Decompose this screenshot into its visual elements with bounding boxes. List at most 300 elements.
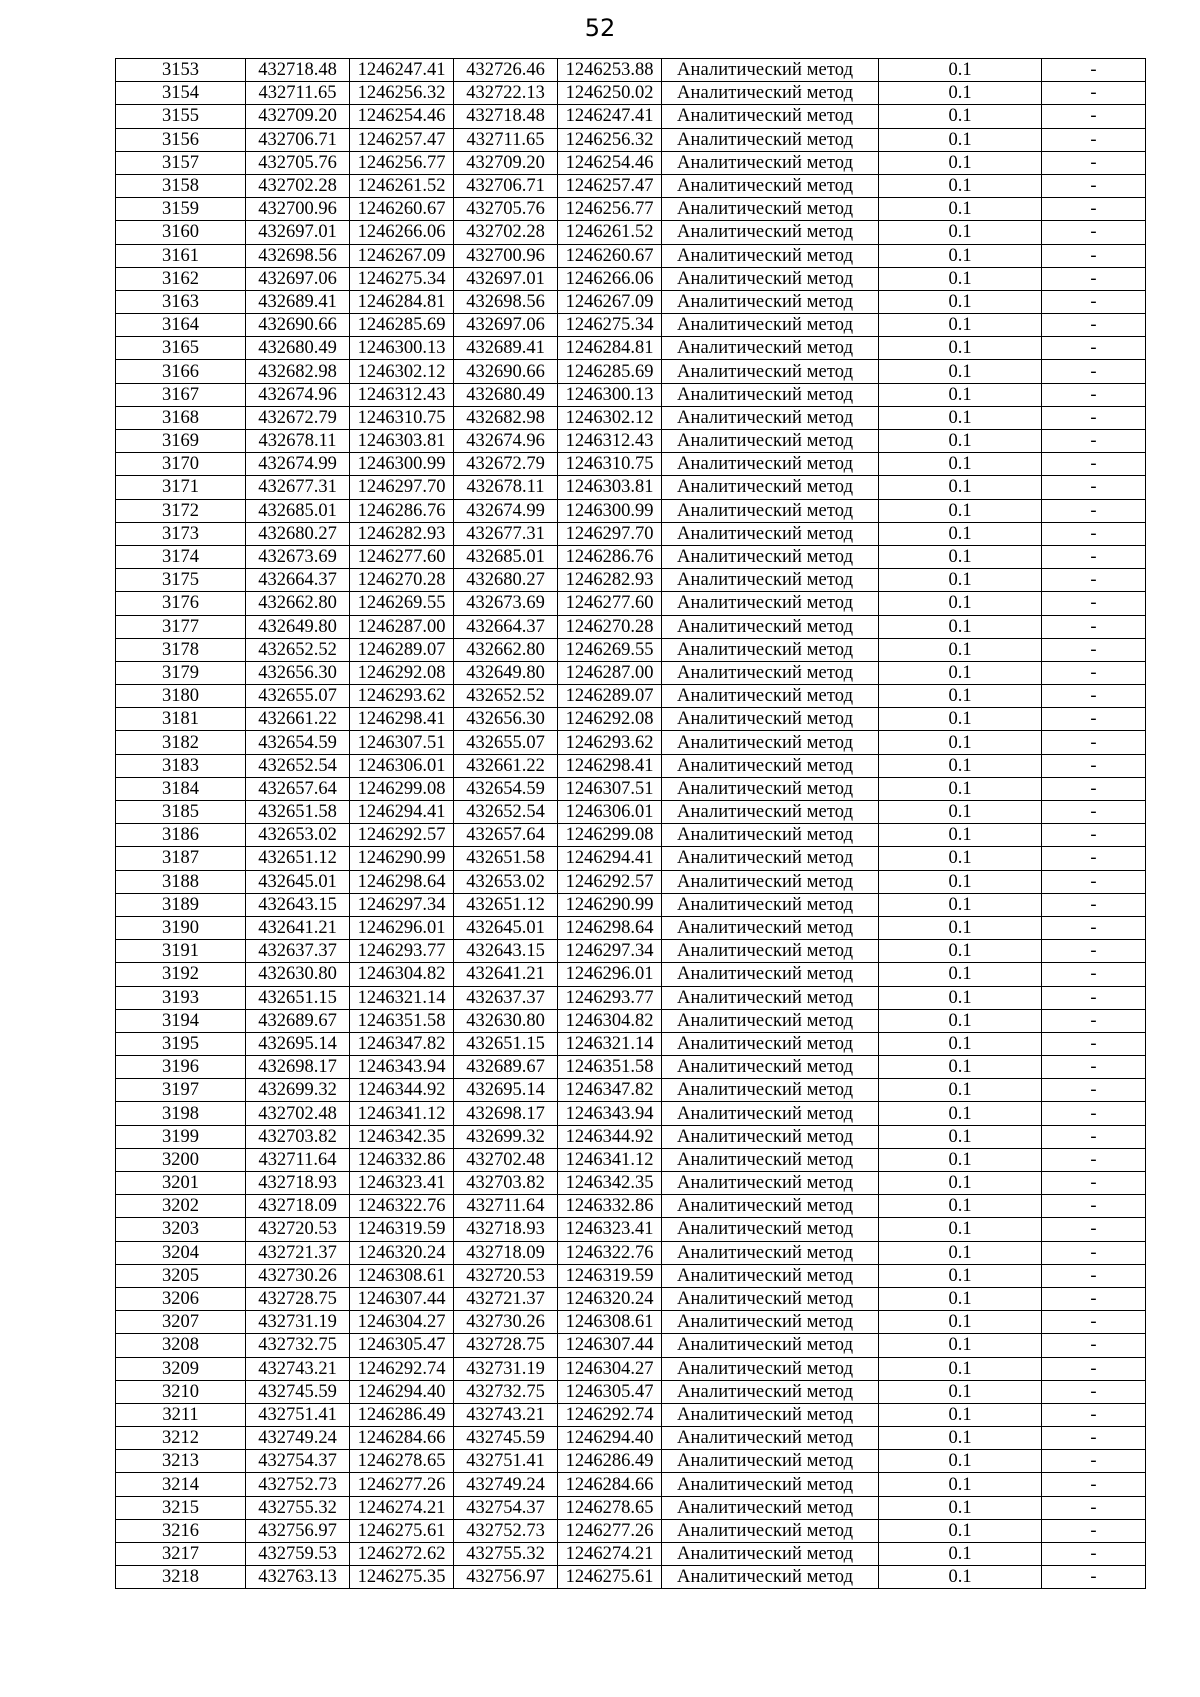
- table-row: [116, 940, 1146, 963]
- prev-y-coordinate-cell: 1246285.69: [558, 360, 662, 383]
- page-number: 52: [584, 14, 616, 42]
- x-coordinate-cell: 432695.14: [246, 1032, 350, 1055]
- x-coordinate-cell: 432698.56: [246, 244, 350, 267]
- table-row: [116, 824, 1146, 847]
- point-number-cell: 3216: [116, 1519, 246, 1542]
- x-coordinate-cell: 432652.54: [246, 754, 350, 777]
- prev-y-coordinate-cell: 1246274.21: [558, 1543, 662, 1566]
- note-cell: -: [1042, 1334, 1146, 1357]
- prev-x-coordinate-cell: 432726.46: [454, 59, 558, 82]
- note-cell: -: [1042, 940, 1146, 963]
- note-cell: -: [1042, 267, 1146, 290]
- point-number-cell: 3202: [116, 1195, 246, 1218]
- x-coordinate-cell: 432680.49: [246, 337, 350, 360]
- method-cell: Аналитический метод: [662, 383, 879, 406]
- y-coordinate-cell: 1246304.82: [350, 963, 454, 986]
- prev-y-coordinate-cell: 1246260.67: [558, 244, 662, 267]
- point-number-cell: 3163: [116, 290, 246, 313]
- note-cell: -: [1042, 1427, 1146, 1450]
- y-coordinate-cell: 1246307.44: [350, 1287, 454, 1310]
- point-number-cell: 3188: [116, 870, 246, 893]
- table-row: [116, 1009, 1146, 1032]
- y-coordinate-cell: 1246290.99: [350, 847, 454, 870]
- note-cell: -: [1042, 1450, 1146, 1473]
- x-coordinate-cell: 432763.13: [246, 1566, 350, 1589]
- y-coordinate-cell: 1246267.09: [350, 244, 454, 267]
- accuracy-cell: 0.1: [879, 847, 1042, 870]
- x-coordinate-cell: 432637.37: [246, 940, 350, 963]
- x-coordinate-cell: 432662.80: [246, 592, 350, 615]
- y-coordinate-cell: 1246270.28: [350, 569, 454, 592]
- prev-y-coordinate-cell: 1246292.57: [558, 870, 662, 893]
- x-coordinate-cell: 432673.69: [246, 545, 350, 568]
- point-number-cell: 3160: [116, 221, 246, 244]
- accuracy-cell: 0.1: [879, 360, 1042, 383]
- method-cell: Аналитический метод: [662, 314, 879, 337]
- accuracy-cell: 0.1: [879, 151, 1042, 174]
- table-row: [116, 1287, 1146, 1310]
- prev-y-coordinate-cell: 1246269.55: [558, 638, 662, 661]
- y-coordinate-cell: 1246266.06: [350, 221, 454, 244]
- x-coordinate-cell: 432745.59: [246, 1380, 350, 1403]
- prev-x-coordinate-cell: 432695.14: [454, 1079, 558, 1102]
- note-cell: -: [1042, 522, 1146, 545]
- method-cell: Аналитический метод: [662, 545, 879, 568]
- y-coordinate-cell: 1246351.58: [350, 1009, 454, 1032]
- point-number-cell: 3181: [116, 708, 246, 731]
- method-cell: Аналитический метод: [662, 1450, 879, 1473]
- y-coordinate-cell: 1246247.41: [350, 59, 454, 82]
- prev-x-coordinate-cell: 432731.19: [454, 1357, 558, 1380]
- y-coordinate-cell: 1246257.47: [350, 128, 454, 151]
- note-cell: -: [1042, 1056, 1146, 1079]
- method-cell: Аналитический метод: [662, 337, 879, 360]
- prev-x-coordinate-cell: 432698.56: [454, 290, 558, 313]
- note-cell: -: [1042, 1473, 1146, 1496]
- prev-x-coordinate-cell: 432689.67: [454, 1056, 558, 1079]
- point-number-cell: 3200: [116, 1148, 246, 1171]
- table-row: [116, 1566, 1146, 1589]
- method-cell: Аналитический метод: [662, 801, 879, 824]
- prev-x-coordinate-cell: 432630.80: [454, 1009, 558, 1032]
- accuracy-cell: 0.1: [879, 963, 1042, 986]
- prev-x-coordinate-cell: 432651.15: [454, 1032, 558, 1055]
- prev-x-coordinate-cell: 432749.24: [454, 1473, 558, 1496]
- point-number-cell: 3169: [116, 430, 246, 453]
- point-number-cell: 3204: [116, 1241, 246, 1264]
- prev-x-coordinate-cell: 432654.59: [454, 777, 558, 800]
- accuracy-cell: 0.1: [879, 522, 1042, 545]
- point-number-cell: 3197: [116, 1079, 246, 1102]
- x-coordinate-cell: 432720.53: [246, 1218, 350, 1241]
- table-row: [116, 1450, 1146, 1473]
- x-coordinate-cell: 432705.76: [246, 151, 350, 174]
- table-row: [116, 1519, 1146, 1542]
- method-cell: Аналитический метод: [662, 1473, 879, 1496]
- point-number-cell: 3168: [116, 406, 246, 429]
- y-coordinate-cell: 1246286.76: [350, 499, 454, 522]
- prev-y-coordinate-cell: 1246289.07: [558, 685, 662, 708]
- prev-y-coordinate-cell: 1246261.52: [558, 221, 662, 244]
- x-coordinate-cell: 432645.01: [246, 870, 350, 893]
- point-number-cell: 3182: [116, 731, 246, 754]
- accuracy-cell: 0.1: [879, 453, 1042, 476]
- note-cell: -: [1042, 592, 1146, 615]
- table-row: [116, 615, 1146, 638]
- accuracy-cell: 0.1: [879, 1079, 1042, 1102]
- y-coordinate-cell: 1246307.51: [350, 731, 454, 754]
- table-row: [116, 82, 1146, 105]
- point-number-cell: 3199: [116, 1125, 246, 1148]
- accuracy-cell: 0.1: [879, 545, 1042, 568]
- accuracy-cell: 0.1: [879, 824, 1042, 847]
- note-cell: -: [1042, 986, 1146, 1009]
- prev-x-coordinate-cell: 432649.80: [454, 661, 558, 684]
- note-cell: -: [1042, 151, 1146, 174]
- point-number-cell: 3159: [116, 198, 246, 221]
- prev-x-coordinate-cell: 432743.21: [454, 1403, 558, 1426]
- prev-y-coordinate-cell: 1246332.86: [558, 1195, 662, 1218]
- prev-x-coordinate-cell: 432752.73: [454, 1519, 558, 1542]
- point-number-cell: 3206: [116, 1287, 246, 1310]
- prev-x-coordinate-cell: 432709.20: [454, 151, 558, 174]
- prev-x-coordinate-cell: 432730.26: [454, 1311, 558, 1334]
- prev-x-coordinate-cell: 432674.99: [454, 499, 558, 522]
- prev-y-coordinate-cell: 1246305.47: [558, 1380, 662, 1403]
- note-cell: -: [1042, 963, 1146, 986]
- prev-x-coordinate-cell: 432755.32: [454, 1543, 558, 1566]
- method-cell: Аналитический метод: [662, 1357, 879, 1380]
- accuracy-cell: 0.1: [879, 337, 1042, 360]
- point-number-cell: 3217: [116, 1543, 246, 1566]
- x-coordinate-cell: 432680.27: [246, 522, 350, 545]
- x-coordinate-cell: 432699.32: [246, 1079, 350, 1102]
- prev-x-coordinate-cell: 432689.41: [454, 337, 558, 360]
- accuracy-cell: 0.1: [879, 1427, 1042, 1450]
- x-coordinate-cell: 432674.99: [246, 453, 350, 476]
- accuracy-cell: 0.1: [879, 1241, 1042, 1264]
- x-coordinate-cell: 432656.30: [246, 661, 350, 684]
- accuracy-cell: 0.1: [879, 1032, 1042, 1055]
- prev-x-coordinate-cell: 432722.13: [454, 82, 558, 105]
- y-coordinate-cell: 1246297.34: [350, 893, 454, 916]
- table-row: [116, 430, 1146, 453]
- point-number-cell: 3209: [116, 1357, 246, 1380]
- accuracy-cell: 0.1: [879, 1519, 1042, 1542]
- table-row: [116, 893, 1146, 916]
- x-coordinate-cell: 432652.52: [246, 638, 350, 661]
- method-cell: Аналитический метод: [662, 430, 879, 453]
- x-coordinate-cell: 432643.15: [246, 893, 350, 916]
- method-cell: Аналитический метод: [662, 1519, 879, 1542]
- point-number-cell: 3173: [116, 522, 246, 545]
- table-row: [116, 731, 1146, 754]
- table-row: [116, 1102, 1146, 1125]
- point-number-cell: 3185: [116, 801, 246, 824]
- table-row: [116, 1241, 1146, 1264]
- point-number-cell: 3189: [116, 893, 246, 916]
- y-coordinate-cell: 1246322.76: [350, 1195, 454, 1218]
- y-coordinate-cell: 1246310.75: [350, 406, 454, 429]
- prev-x-coordinate-cell: 432672.79: [454, 453, 558, 476]
- point-number-cell: 3165: [116, 337, 246, 360]
- accuracy-cell: 0.1: [879, 615, 1042, 638]
- table-row: [116, 801, 1146, 824]
- accuracy-cell: 0.1: [879, 1357, 1042, 1380]
- point-number-cell: 3179: [116, 661, 246, 684]
- table-row: [116, 1496, 1146, 1519]
- x-coordinate-cell: 432698.17: [246, 1056, 350, 1079]
- accuracy-cell: 0.1: [879, 244, 1042, 267]
- point-number-cell: 3184: [116, 777, 246, 800]
- accuracy-cell: 0.1: [879, 1102, 1042, 1125]
- x-coordinate-cell: 432754.37: [246, 1450, 350, 1473]
- accuracy-cell: 0.1: [879, 1566, 1042, 1589]
- accuracy-cell: 0.1: [879, 128, 1042, 151]
- y-coordinate-cell: 1246347.82: [350, 1032, 454, 1055]
- prev-x-coordinate-cell: 432651.12: [454, 893, 558, 916]
- note-cell: -: [1042, 1079, 1146, 1102]
- table-row: [116, 290, 1146, 313]
- x-coordinate-cell: 432709.20: [246, 105, 350, 128]
- note-cell: -: [1042, 1380, 1146, 1403]
- note-cell: -: [1042, 290, 1146, 313]
- table-row: [116, 1172, 1146, 1195]
- method-cell: Аналитический метод: [662, 360, 879, 383]
- y-coordinate-cell: 1246261.52: [350, 174, 454, 197]
- y-coordinate-cell: 1246284.66: [350, 1427, 454, 1450]
- x-coordinate-cell: 432672.79: [246, 406, 350, 429]
- y-coordinate-cell: 1246284.81: [350, 290, 454, 313]
- table-row: [116, 963, 1146, 986]
- coordinates-table: [115, 58, 1146, 1589]
- y-coordinate-cell: 1246320.24: [350, 1241, 454, 1264]
- prev-y-coordinate-cell: 1246267.09: [558, 290, 662, 313]
- prev-y-coordinate-cell: 1246306.01: [558, 801, 662, 824]
- note-cell: -: [1042, 1496, 1146, 1519]
- note-cell: -: [1042, 638, 1146, 661]
- x-coordinate-cell: 432759.53: [246, 1543, 350, 1566]
- note-cell: -: [1042, 198, 1146, 221]
- prev-x-coordinate-cell: 432706.71: [454, 174, 558, 197]
- method-cell: Аналитический метод: [662, 1241, 879, 1264]
- accuracy-cell: 0.1: [879, 777, 1042, 800]
- prev-y-coordinate-cell: 1246277.60: [558, 592, 662, 615]
- point-number-cell: 3167: [116, 383, 246, 406]
- table-row: [116, 1473, 1146, 1496]
- prev-x-coordinate-cell: 432721.37: [454, 1287, 558, 1310]
- y-coordinate-cell: 1246303.81: [350, 430, 454, 453]
- y-coordinate-cell: 1246282.93: [350, 522, 454, 545]
- method-cell: Аналитический метод: [662, 1079, 879, 1102]
- point-number-cell: 3176: [116, 592, 246, 615]
- prev-y-coordinate-cell: 1246275.34: [558, 314, 662, 337]
- table-row: [116, 1543, 1146, 1566]
- accuracy-cell: 0.1: [879, 476, 1042, 499]
- y-coordinate-cell: 1246294.41: [350, 801, 454, 824]
- table-row: [116, 244, 1146, 267]
- point-number-cell: 3156: [116, 128, 246, 151]
- y-coordinate-cell: 1246312.43: [350, 383, 454, 406]
- prev-x-coordinate-cell: 432698.17: [454, 1102, 558, 1125]
- prev-x-coordinate-cell: 432702.48: [454, 1148, 558, 1171]
- x-coordinate-cell: 432655.07: [246, 685, 350, 708]
- method-cell: Аналитический метод: [662, 1009, 879, 1032]
- accuracy-cell: 0.1: [879, 82, 1042, 105]
- point-number-cell: 3180: [116, 685, 246, 708]
- table-row: [116, 638, 1146, 661]
- x-coordinate-cell: 432654.59: [246, 731, 350, 754]
- method-cell: Аналитический метод: [662, 847, 879, 870]
- method-cell: Аналитический метод: [662, 893, 879, 916]
- prev-x-coordinate-cell: 432641.21: [454, 963, 558, 986]
- x-coordinate-cell: 432743.21: [246, 1357, 350, 1380]
- x-coordinate-cell: 432685.01: [246, 499, 350, 522]
- table-row: [116, 453, 1146, 476]
- method-cell: Аналитический метод: [662, 1218, 879, 1241]
- prev-x-coordinate-cell: 432718.09: [454, 1241, 558, 1264]
- prev-y-coordinate-cell: 1246308.61: [558, 1311, 662, 1334]
- x-coordinate-cell: 432657.64: [246, 777, 350, 800]
- point-number-cell: 3210: [116, 1380, 246, 1403]
- table-row: [116, 360, 1146, 383]
- x-coordinate-cell: 432751.41: [246, 1403, 350, 1426]
- x-coordinate-cell: 432711.64: [246, 1148, 350, 1171]
- note-cell: -: [1042, 1195, 1146, 1218]
- point-number-cell: 3178: [116, 638, 246, 661]
- prev-x-coordinate-cell: 432657.64: [454, 824, 558, 847]
- note-cell: -: [1042, 105, 1146, 128]
- prev-x-coordinate-cell: 432745.59: [454, 1427, 558, 1450]
- table-row: [116, 1264, 1146, 1287]
- method-cell: Аналитический метод: [662, 1125, 879, 1148]
- note-cell: -: [1042, 1218, 1146, 1241]
- table-row: [116, 777, 1146, 800]
- prev-x-coordinate-cell: 432751.41: [454, 1450, 558, 1473]
- prev-x-coordinate-cell: 432690.66: [454, 360, 558, 383]
- note-cell: -: [1042, 1543, 1146, 1566]
- accuracy-cell: 0.1: [879, 267, 1042, 290]
- prev-x-coordinate-cell: 432652.52: [454, 685, 558, 708]
- note-cell: -: [1042, 545, 1146, 568]
- method-cell: Аналитический метод: [662, 1032, 879, 1055]
- note-cell: -: [1042, 708, 1146, 731]
- prev-y-coordinate-cell: 1246321.14: [558, 1032, 662, 1055]
- point-number-cell: 3154: [116, 82, 246, 105]
- y-coordinate-cell: 1246308.61: [350, 1264, 454, 1287]
- accuracy-cell: 0.1: [879, 1125, 1042, 1148]
- prev-y-coordinate-cell: 1246270.28: [558, 615, 662, 638]
- point-number-cell: 3211: [116, 1403, 246, 1426]
- note-cell: -: [1042, 453, 1146, 476]
- x-coordinate-cell: 432674.96: [246, 383, 350, 406]
- method-cell: Аналитический метод: [662, 499, 879, 522]
- x-coordinate-cell: 432752.73: [246, 1473, 350, 1496]
- accuracy-cell: 0.1: [879, 986, 1042, 1009]
- prev-y-coordinate-cell: 1246257.47: [558, 174, 662, 197]
- prev-y-coordinate-cell: 1246300.13: [558, 383, 662, 406]
- note-cell: -: [1042, 1311, 1146, 1334]
- table-row: [116, 685, 1146, 708]
- prev-y-coordinate-cell: 1246322.76: [558, 1241, 662, 1264]
- note-cell: -: [1042, 1032, 1146, 1055]
- method-cell: Аналитический метод: [662, 916, 879, 939]
- point-number-cell: 3194: [116, 1009, 246, 1032]
- accuracy-cell: 0.1: [879, 1287, 1042, 1310]
- method-cell: Аналитический метод: [662, 198, 879, 221]
- table-row: [116, 1148, 1146, 1171]
- method-cell: Аналитический метод: [662, 569, 879, 592]
- accuracy-cell: 0.1: [879, 1473, 1042, 1496]
- table-row: [116, 59, 1146, 82]
- note-cell: -: [1042, 569, 1146, 592]
- table-row: [116, 661, 1146, 684]
- note-cell: -: [1042, 1241, 1146, 1264]
- method-cell: Аналитический метод: [662, 1195, 879, 1218]
- table-row: [116, 847, 1146, 870]
- point-number-cell: 3157: [116, 151, 246, 174]
- table-row: [116, 105, 1146, 128]
- point-number-cell: 3215: [116, 1496, 246, 1519]
- prev-y-coordinate-cell: 1246310.75: [558, 453, 662, 476]
- table-row: [116, 592, 1146, 615]
- y-coordinate-cell: 1246343.94: [350, 1056, 454, 1079]
- note-cell: -: [1042, 1172, 1146, 1195]
- prev-x-coordinate-cell: 432703.82: [454, 1172, 558, 1195]
- accuracy-cell: 0.1: [879, 290, 1042, 313]
- x-coordinate-cell: 432697.06: [246, 267, 350, 290]
- accuracy-cell: 0.1: [879, 592, 1042, 615]
- prev-y-coordinate-cell: 1246294.41: [558, 847, 662, 870]
- y-coordinate-cell: 1246275.35: [350, 1566, 454, 1589]
- method-cell: Аналитический метод: [662, 685, 879, 708]
- x-coordinate-cell: 432661.22: [246, 708, 350, 731]
- y-coordinate-cell: 1246260.67: [350, 198, 454, 221]
- y-coordinate-cell: 1246293.62: [350, 685, 454, 708]
- point-number-cell: 3175: [116, 569, 246, 592]
- prev-y-coordinate-cell: 1246304.82: [558, 1009, 662, 1032]
- y-coordinate-cell: 1246344.92: [350, 1079, 454, 1102]
- accuracy-cell: 0.1: [879, 916, 1042, 939]
- prev-x-coordinate-cell: 432664.37: [454, 615, 558, 638]
- point-number-cell: 3207: [116, 1311, 246, 1334]
- prev-x-coordinate-cell: 432732.75: [454, 1380, 558, 1403]
- y-coordinate-cell: 1246304.27: [350, 1311, 454, 1334]
- method-cell: Аналитический метод: [662, 754, 879, 777]
- note-cell: -: [1042, 661, 1146, 684]
- note-cell: -: [1042, 1264, 1146, 1287]
- table-row: [116, 1311, 1146, 1334]
- y-coordinate-cell: 1246286.49: [350, 1403, 454, 1426]
- x-coordinate-cell: 432682.98: [246, 360, 350, 383]
- y-coordinate-cell: 1246321.14: [350, 986, 454, 1009]
- point-number-cell: 3170: [116, 453, 246, 476]
- note-cell: -: [1042, 476, 1146, 499]
- point-number-cell: 3186: [116, 824, 246, 847]
- x-coordinate-cell: 432728.75: [246, 1287, 350, 1310]
- prev-y-coordinate-cell: 1246296.01: [558, 963, 662, 986]
- prev-x-coordinate-cell: 432697.06: [454, 314, 558, 337]
- y-coordinate-cell: 1246272.62: [350, 1543, 454, 1566]
- prev-x-coordinate-cell: 432645.01: [454, 916, 558, 939]
- method-cell: Аналитический метод: [662, 82, 879, 105]
- accuracy-cell: 0.1: [879, 1148, 1042, 1171]
- accuracy-cell: 0.1: [879, 1009, 1042, 1032]
- table-row: [116, 1056, 1146, 1079]
- point-number-cell: 3196: [116, 1056, 246, 1079]
- point-number-cell: 3190: [116, 916, 246, 939]
- y-coordinate-cell: 1246275.61: [350, 1519, 454, 1542]
